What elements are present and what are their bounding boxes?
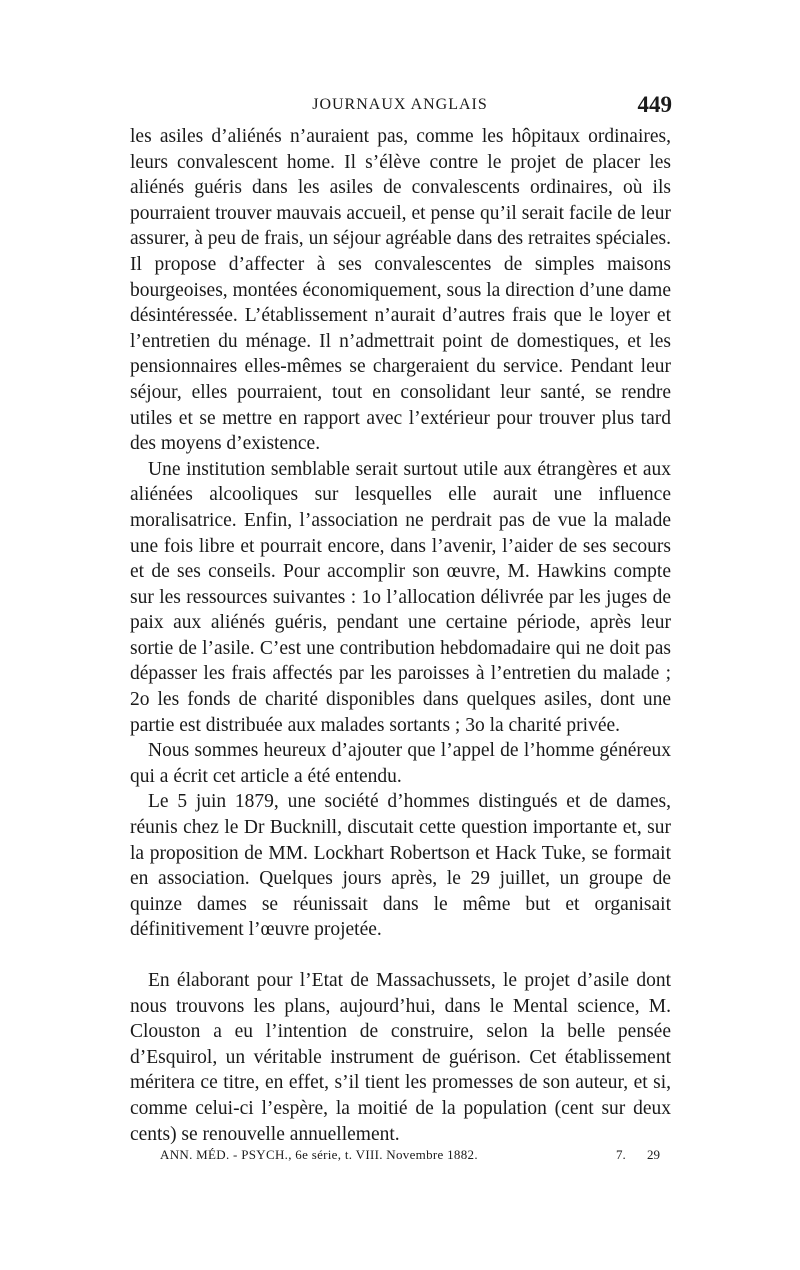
paragraph-3: Nous sommes heureux d’ajouter que l’appel de l’homme généreux qui a écrit cet article a été entendu. [130,740,671,787]
paragraph-4: Le 5 juin 1879, une société d’hommes distingués et de dames, réunis chez le Dr Bucknill, discutait cette question importante et, sur la proposition de MM. Lockhart Robertson et Hack Tuke, se formait en association. Quelques jours après, le 29 juillet, un groupe de quinze dames se réunissait dans le même but et organisait définitivement l’œuvre projetée. [130,791,671,941]
page-footer [160,1146,660,1164]
paragraph-1: les asiles d’aliénés n’auraient pas, comme les hôpitaux ordinaires, leurs convalescent home. Il s’élève contre le projet de placer les aliénés guéris dans les asiles de convalescents ordinaires, où ils pourraient trouver mauvais accueil, et pense qu’il serait facile de leur assurer, à peu de frais, un séjour agréable dans des retraites spéciales. Il propose d’affecter à ses convalescentes de simples maisons bourgeoises, montées économiquement, sous la direction d’une dame désintéressée. L’établissement n’aurait d’autres frais que le loyer et l’entretien du ménage. Il n’admettrait point de domestiques, et les pensionnaires elles-mêmes se chargeraient du service. Pendant leur séjour, elles pourraient, tout en consolidant leur santé, se rendre utiles et se mettre en rapport avec l’extérieur pour trouver plus tard des moyens d’existence. [130,126,671,455]
footer-journal: ANN. MÉD. - PSYCH., 6e série, t. VIII. Novembre 1882. [160,1147,478,1162]
page-number: 449 [637,92,672,117]
running-title: JOURNAUX ANGLAIS [312,96,488,113]
paragraph-5: En élaborant pour l’Etat de Massachussets, le projet d’asile dont nous trouvons les plans, aujourd’hui, dans le Mental science, M. Clouston a eu l’intention de construire, selon la belle pensée d’Esquirol, un véritable instrument de guérison. Cet établissement méritera ce titre, en effet, s’il tient les promesses de son auteur, et si, comme celui-ci l’espère, la moitié de la population (cent sur deux cents) se renouvelle annuellement. [130,970,671,1145]
body-text [130,124,671,1147]
running-head [128,90,672,120]
paragraph-2: Une institution semblable serait surtout utile aux étrangères et aux aliénées alcooliques sur lesquelles elle aurait une influence moralisatrice. Enfin, l’association ne perdrait pas de vue la malade une fois libre et pourrait encore, dans l’avenir, l’aider de ses secours et de ses conseils. Pour accomplir son œuvre, M. Hawkins compte sur les ressources suivantes : 1o l’allocation délivrée par les juges de paix aux aliénés guéris, pendant une certaine période, après leur sortie de l’asile. C’est une contribution hebdomadaire qui ne doit pas dépasser les frais affectés par les paroisses à l’entretien du malade ; 2o les fonds de charité disponibles dans quelques asiles, dont une partie est distribuée aux malades sortants ; 3o la charité privée. [130,458,671,736]
footer-signature: 7. 29 [616,1147,660,1162]
